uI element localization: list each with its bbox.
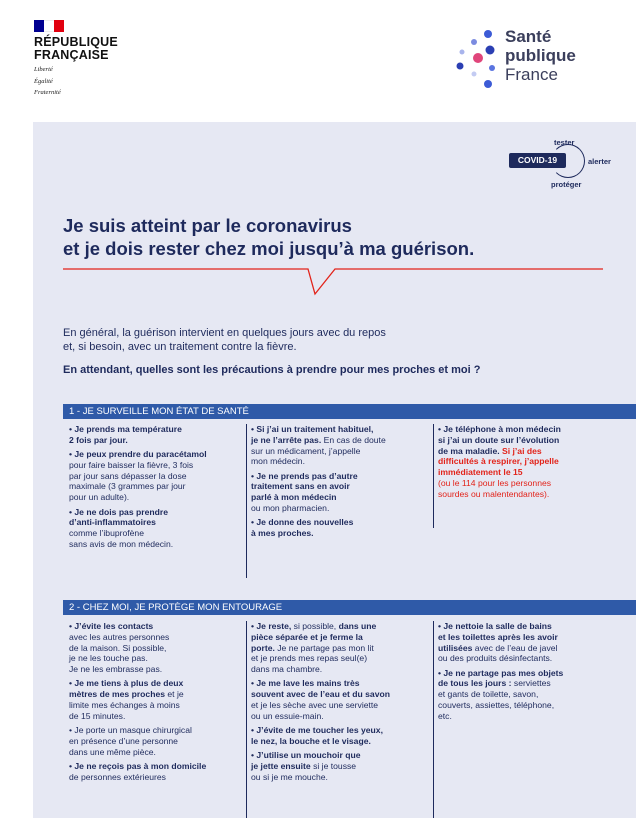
covid-badge — [509, 138, 619, 198]
page-header — [0, 0, 636, 122]
motto-liberte: Liberté — [34, 66, 53, 73]
section1-col2 — [251, 424, 423, 542]
motto-egalite: Égalité — [34, 77, 53, 85]
section2-heading: 2 - CHEZ MOI, JE PROTÈGE MON ENTOURAGE — [63, 600, 636, 615]
dots-logo-icon — [452, 28, 502, 92]
french-flag-icon — [34, 20, 64, 32]
republique-francaise-logo — [34, 20, 118, 97]
intro-line2: et, si besoin, avec un traitement contre la fièvre. — [63, 341, 297, 353]
list-item: • Je ne partage pas mes objets de tous les jours : serviettes et gants de toilette, savon, couverts, assiettes, téléphone, etc. — [438, 667, 564, 721]
section2-col3 — [438, 621, 603, 725]
content-panel — [33, 122, 636, 818]
list-item: • Je téléphone à mon médecin si j’ai un doute sur l’évolution de ma maladie. Si j’ai des difficultés à respirer, j’appelle immédiatement le 15 (ou le 114 pour les personnes sourdes ou malentendantes). — [438, 424, 561, 499]
list-item: • Je me tiens à plus de deux mètres de mes proches et je limite mes échanges à moins de 15 minutes. — [69, 678, 184, 721]
list-item: • Je reste, si possible, dans une pièce séparée et je ferme la porte. Je ne partage pas mon lit et je prends mes repas seul(e) dans ma chambre. — [251, 621, 377, 675]
list-item: • Je me lave les mains très souvent avec de l’eau et du savon et je les sèche avec une serviette ou un essuie-main. — [251, 678, 390, 721]
intro-line1: En général, la guérison intervient en quelques jours avec du repos — [63, 327, 386, 339]
covid-proteger: protéger — [551, 180, 582, 189]
list-item: • Je ne prends pas d’autre traitement sans en avoir parlé à mon médecin ou mon pharmacien. — [251, 470, 358, 514]
intro-text — [63, 326, 613, 354]
section2-col2 — [251, 621, 423, 786]
list-item: • Je peux prendre du paracétamol pour faire baisser la fièvre, 3 fois par jour sans dépasser la dose maximale (3 grammes par jour pour un adulte). — [69, 449, 207, 503]
spf-line1: Santé — [505, 27, 552, 46]
section1-col1 — [69, 424, 239, 553]
list-item: • J’utilise un mouchoir que je jette ensuite si je tousse ou si je me mouche. — [251, 750, 361, 782]
intro-question: En attendant, quelles sont les précautions à prendre pour mes proches et moi ? — [63, 364, 481, 376]
section1-heading: 1 - JE SURVEILLE MON ÉTAT DE SANTÉ — [63, 404, 636, 419]
column-divider — [433, 621, 434, 818]
covid-tester: tester — [554, 138, 575, 147]
republique-line2: FRANÇAISE — [34, 48, 109, 62]
spf-line2: publique — [505, 46, 576, 65]
column-divider — [246, 424, 247, 578]
section1-col3 — [438, 424, 603, 503]
page-title — [63, 214, 603, 260]
motto-fraternite: Fraternité — [34, 89, 61, 96]
covid-label: COVID-19 — [509, 153, 566, 168]
list-item: • J’évite de me toucher les yeux, le nez, la bouche et le visage. — [251, 725, 383, 746]
list-item: • Je ne dois pas prendre d’anti-inflammatoires comme l’ibuprofène sans avis de mon médecin. — [69, 506, 174, 549]
list-item: • Je donne des nouvelles à mes proches. — [251, 517, 354, 539]
republique-line1: RÉPUBLIQUE — [34, 35, 118, 49]
list-item: • Je prends ma température 2 fois par jour. — [69, 424, 182, 445]
title-line2: et je dois rester chez moi jusqu’à ma guérison. — [63, 238, 475, 259]
list-item: • Je nettoie la salle de bains et les toilettes après les avoir utilisées avec de l’eau de javel ou des produits désinfectants. — [438, 621, 558, 664]
covid-alerter: alerter — [588, 157, 611, 166]
spf-line3: France — [505, 65, 558, 84]
list-item: • J’évite les contacts avec les autres personnes de la maison. Si possible, je ne les touche pas. Je ne les embrasse pas. — [69, 621, 170, 675]
sante-publique-france-logo — [452, 24, 602, 94]
section2-col1 — [69, 621, 239, 786]
list-item: • Si j’ai un traitement habituel, je ne l’arrête pas. En cas de doute sur un médicament, j’appelle mon médecin. — [251, 424, 386, 467]
list-item: • Je ne reçois pas à mon domicile de personnes extérieures — [69, 761, 207, 782]
speech-bubble-line — [63, 262, 603, 302]
column-divider — [246, 621, 247, 818]
column-divider — [433, 424, 434, 528]
list-item: • Je porte un masque chirurgical en présence d’une personne dans une même pièce. — [69, 725, 192, 757]
title-line1: Je suis atteint par le coronavirus — [63, 215, 352, 236]
